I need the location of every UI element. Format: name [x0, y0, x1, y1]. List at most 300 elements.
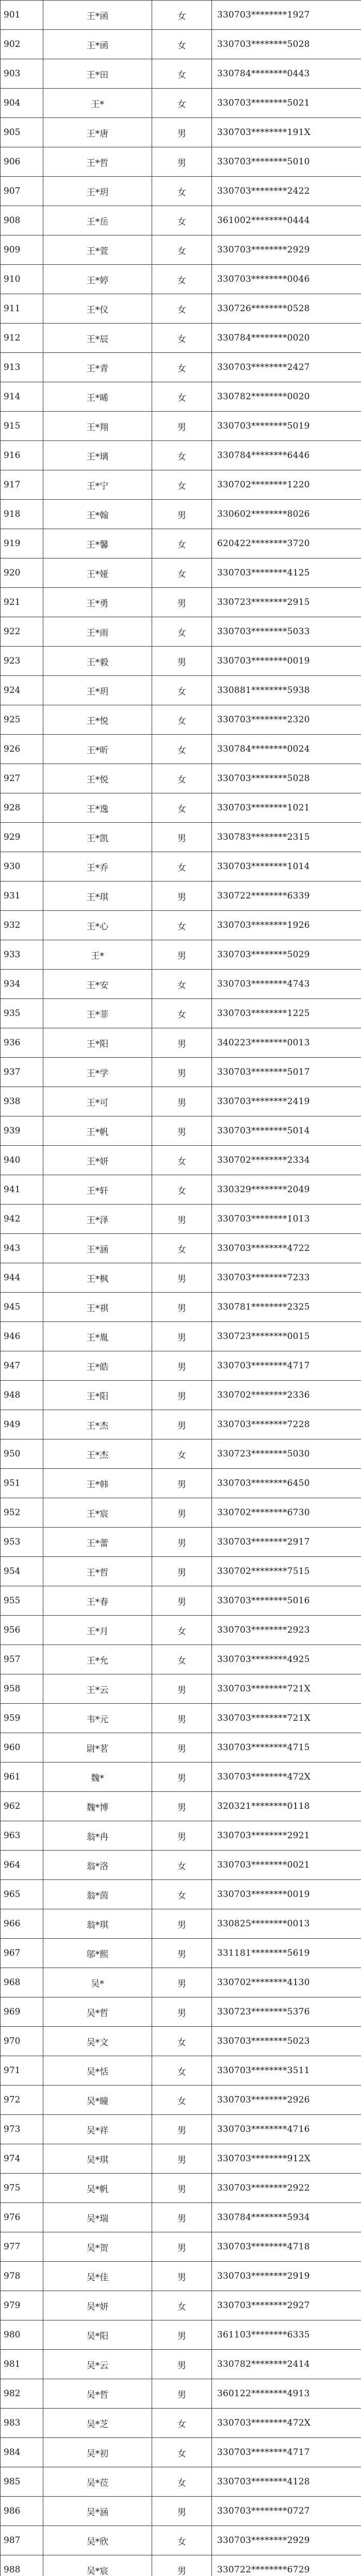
- row-number-cell: 957: [1, 1645, 43, 1674]
- gender-cell: 男: [152, 1792, 212, 1821]
- gender-cell: 男: [152, 823, 212, 852]
- table-row: [1, 2497, 361, 2526]
- table-row: [1, 1469, 361, 1498]
- table-row: [1, 2232, 361, 2262]
- gender-cell: 女: [152, 999, 212, 1028]
- table-row: [1, 970, 361, 999]
- row-number-cell: 940: [1, 1146, 43, 1175]
- id-number-cell: 330703********1013: [212, 1205, 361, 1234]
- row-number-cell: 959: [1, 1704, 43, 1733]
- name-cell: 王*可: [43, 1087, 152, 1116]
- row-number-cell: 975: [1, 2174, 43, 2203]
- table-row: [1, 1293, 361, 1322]
- row-number-cell: 931: [1, 882, 43, 911]
- table-row: [1, 1557, 361, 1586]
- table-row: [1, 588, 361, 617]
- row-number-cell: 914: [1, 382, 43, 412]
- name-cell: 王*月: [43, 1616, 152, 1645]
- id-number-cell: 330602********8026: [212, 500, 361, 529]
- gender-cell: 男: [152, 1469, 212, 1498]
- gender-cell: 女: [152, 2291, 212, 2320]
- name-cell: 王*枫: [43, 1263, 152, 1293]
- id-number-cell: 330703********2419: [212, 1087, 361, 1116]
- row-number-cell: 961: [1, 1762, 43, 1792]
- id-number-cell: 330703********1225: [212, 999, 361, 1028]
- table-row: [1, 1410, 361, 1439]
- row-number-cell: 951: [1, 1469, 43, 1498]
- row-number-cell: 978: [1, 2262, 43, 2291]
- table-row: [1, 1263, 361, 1293]
- gender-cell: 男: [152, 1205, 212, 1234]
- name-cell: 王*阳: [43, 1028, 152, 1058]
- table-row: [1, 235, 361, 265]
- table-row: [1, 2144, 361, 2174]
- row-number-cell: 972: [1, 2086, 43, 2115]
- table-row: [1, 1381, 361, 1410]
- name-cell: 吴*云: [43, 2350, 152, 2379]
- gender-cell: 女: [152, 235, 212, 265]
- name-cell: 王*翰: [43, 500, 152, 529]
- id-number-cell: 330703********5017: [212, 1058, 361, 1087]
- row-number-cell: 913: [1, 353, 43, 382]
- row-number-cell: 973: [1, 2115, 43, 2144]
- table-row: [1, 2438, 361, 2467]
- name-cell: 吴*欣: [43, 2526, 152, 2555]
- gender-cell: 男: [152, 1381, 212, 1410]
- name-cell: 王*仪: [43, 294, 152, 324]
- id-number-cell: 330703********472X: [212, 2409, 361, 2438]
- row-number-cell: 901: [1, 1, 43, 30]
- table-row: [1, 2526, 361, 2555]
- table-row: [1, 2262, 361, 2291]
- row-number-cell: 942: [1, 1205, 43, 1234]
- id-number-cell: 340223********0013: [212, 1028, 361, 1058]
- id-number-cell: 330723********2915: [212, 588, 361, 617]
- name-cell: 王*青: [43, 353, 152, 382]
- id-number-cell: 330703********2929: [212, 2526, 361, 2555]
- id-number-cell: 330703********5021: [212, 89, 361, 118]
- row-number-cell: 965: [1, 1880, 43, 1909]
- row-number-cell: 984: [1, 2438, 43, 2467]
- id-number-cell: 330723********5030: [212, 1439, 361, 1469]
- name-cell: 王*帆: [43, 1116, 152, 1146]
- id-number-cell: 330703********2427: [212, 353, 361, 382]
- id-number-cell: 330703********1021: [212, 793, 361, 823]
- name-cell: 王*心: [43, 911, 152, 940]
- row-number-cell: 988: [1, 2555, 43, 2576]
- table-row: [1, 1175, 361, 1205]
- table-row: [1, 1909, 361, 1939]
- name-cell: 王*阳: [43, 1381, 152, 1410]
- id-number-cell: 330703********4716: [212, 2115, 361, 2144]
- row-number-cell: 910: [1, 265, 43, 294]
- id-number-cell: 330703********2926: [212, 2086, 361, 2115]
- gender-cell: 男: [152, 1821, 212, 1851]
- table-row: [1, 1851, 361, 1880]
- row-number-cell: 970: [1, 2027, 43, 2056]
- id-number-cell: 330781********2325: [212, 1293, 361, 1322]
- row-number-cell: 956: [1, 1616, 43, 1645]
- gender-cell: 女: [152, 617, 212, 647]
- table-row: [1, 147, 361, 177]
- name-cell: 王*唐: [43, 118, 152, 147]
- table-row: [1, 412, 361, 441]
- id-number-cell: 330703********2923: [212, 1616, 361, 1645]
- name-cell: 吴*芝: [43, 2409, 152, 2438]
- row-number-cell: 941: [1, 1175, 43, 1205]
- gender-cell: 男: [152, 2262, 212, 2291]
- name-cell: 王*婷: [43, 265, 152, 294]
- row-number-cell: 948: [1, 1381, 43, 1410]
- gender-cell: 女: [152, 382, 212, 412]
- name-cell: 吴*妍: [43, 2291, 152, 2320]
- row-number-cell: 930: [1, 852, 43, 882]
- row-number-cell: 925: [1, 705, 43, 735]
- id-number-cell: 331181********5619: [212, 1939, 361, 1968]
- name-cell: 王*逸: [43, 793, 152, 823]
- id-number-cell: 330703********191X: [212, 118, 361, 147]
- name-cell: 王*璃: [43, 441, 152, 470]
- id-number-cell: 330702********2334: [212, 1146, 361, 1175]
- id-number-cell: 620422********3720: [212, 529, 361, 558]
- id-number-cell: 330702********7515: [212, 1557, 361, 1586]
- id-number-cell: 330784********0443: [212, 59, 361, 89]
- row-number-cell: 963: [1, 1821, 43, 1851]
- id-number-cell: 330703********2919: [212, 2262, 361, 2291]
- id-number-cell: 330702********6730: [212, 1498, 361, 1528]
- name-cell: 吴*瞳: [43, 2086, 152, 2115]
- gender-cell: 女: [152, 2467, 212, 2497]
- row-number-cell: 974: [1, 2144, 43, 2174]
- row-number-cell: 958: [1, 1674, 43, 1704]
- name-cell: 王*胤: [43, 1322, 152, 1351]
- row-number-cell: 983: [1, 2409, 43, 2438]
- id-number-cell: 330329********2049: [212, 1175, 361, 1205]
- name-cell: 王*琪: [43, 882, 152, 911]
- table-row: [1, 2379, 361, 2409]
- id-number-cell: 330703********472X: [212, 1762, 361, 1792]
- table-row: [1, 1498, 361, 1528]
- table-row: [1, 1968, 361, 1997]
- row-number-cell: 939: [1, 1116, 43, 1146]
- table-row: [1, 1322, 361, 1351]
- gender-cell: 男: [152, 2350, 212, 2379]
- id-number-cell: 330703********4717: [212, 1351, 361, 1381]
- row-number-cell: 923: [1, 647, 43, 676]
- name-cell: 王*妍: [43, 1146, 152, 1175]
- gender-cell: 女: [152, 2526, 212, 2555]
- row-number-cell: 952: [1, 1498, 43, 1528]
- table-row: [1, 1028, 361, 1058]
- name-cell: 王*乔: [43, 852, 152, 882]
- gender-cell: 女: [152, 59, 212, 89]
- table-row: [1, 1674, 361, 1704]
- table-row: [1, 617, 361, 647]
- row-number-cell: 902: [1, 30, 43, 59]
- gender-cell: 男: [152, 588, 212, 617]
- id-number-cell: 360122********4913: [212, 2379, 361, 2409]
- name-cell: 王*安: [43, 970, 152, 999]
- gender-cell: 女: [152, 470, 212, 500]
- row-number-cell: 924: [1, 676, 43, 705]
- gender-cell: 男: [152, 1058, 212, 1087]
- name-cell: 吴*哲: [43, 2379, 152, 2409]
- gender-cell: 女: [152, 676, 212, 705]
- name-cell: 吴*帆: [43, 2174, 152, 2203]
- name-cell: 王*萱: [43, 235, 152, 265]
- id-number-cell: 330703********2422: [212, 177, 361, 206]
- id-number-cell: 330722********6729: [212, 2555, 361, 2576]
- row-number-cell: 943: [1, 1234, 43, 1263]
- gender-cell: 男: [152, 1704, 212, 1733]
- gender-cell: 男: [152, 2144, 212, 2174]
- gender-cell: 男: [152, 1909, 212, 1939]
- table-row: [1, 353, 361, 382]
- name-cell: 王*悦: [43, 764, 152, 793]
- id-number-cell: 330703********2917: [212, 1528, 361, 1557]
- row-number-cell: 987: [1, 2526, 43, 2555]
- id-number-cell: 330825********0013: [212, 1909, 361, 1939]
- gender-cell: 男: [152, 940, 212, 970]
- row-number-cell: 982: [1, 2379, 43, 2409]
- row-number-cell: 912: [1, 324, 43, 353]
- id-number-cell: 330703********5028: [212, 30, 361, 59]
- name-cell: 王*: [43, 89, 152, 118]
- id-number-cell: 330703********1926: [212, 911, 361, 940]
- gender-cell: 女: [152, 177, 212, 206]
- table-row: [1, 999, 361, 1028]
- row-number-cell: 921: [1, 588, 43, 617]
- table-row: [1, 1439, 361, 1469]
- name-cell: 王*函: [43, 30, 152, 59]
- table-row: [1, 1792, 361, 1821]
- row-number-cell: 967: [1, 1939, 43, 1968]
- roster-body: [1, 1, 361, 2576]
- table-row: [1, 324, 361, 353]
- gender-cell: 女: [152, 793, 212, 823]
- row-number-cell: 922: [1, 617, 43, 647]
- gender-cell: 女: [152, 2027, 212, 2056]
- name-cell: 王*涵: [43, 1234, 152, 1263]
- id-number-cell: 330703********0019: [212, 1880, 361, 1909]
- gender-cell: 男: [152, 1528, 212, 1557]
- row-number-cell: 908: [1, 206, 43, 235]
- gender-cell: 男: [152, 1762, 212, 1792]
- table-row: [1, 852, 361, 882]
- name-cell: 王*翔: [43, 412, 152, 441]
- gender-cell: 女: [152, 970, 212, 999]
- table-row: [1, 2555, 361, 2576]
- name-cell: 吴*莅: [43, 2467, 152, 2497]
- gender-cell: 男: [152, 2320, 212, 2350]
- table-row: [1, 1116, 361, 1146]
- name-cell: 吴*恬: [43, 2056, 152, 2086]
- name-cell: 王*蕾: [43, 1528, 152, 1557]
- table-row: [1, 1821, 361, 1851]
- table-row: [1, 2027, 361, 2056]
- gender-cell: 女: [152, 1146, 212, 1175]
- id-number-cell: 320321********0118: [212, 1792, 361, 1821]
- gender-cell: 男: [152, 1028, 212, 1058]
- gender-cell: 女: [152, 441, 212, 470]
- row-number-cell: 968: [1, 1968, 43, 1997]
- id-number-cell: 330703********6450: [212, 1469, 361, 1498]
- table-row: [1, 647, 361, 676]
- name-cell: 翁*冉: [43, 1821, 152, 1851]
- table-row: [1, 1733, 361, 1762]
- gender-cell: 男: [152, 2379, 212, 2409]
- row-number-cell: 954: [1, 1557, 43, 1586]
- id-number-cell: 330703********721X: [212, 1704, 361, 1733]
- gender-cell: 男: [152, 1674, 212, 1704]
- name-cell: 王*皓: [43, 1351, 152, 1381]
- row-number-cell: 985: [1, 2467, 43, 2497]
- name-cell: 翁*洛: [43, 1851, 152, 1880]
- id-number-cell: 330703********4125: [212, 558, 361, 588]
- table-row: [1, 735, 361, 764]
- table-row: [1, 529, 361, 558]
- gender-cell: 女: [152, 1175, 212, 1205]
- table-row: [1, 764, 361, 793]
- table-row: [1, 294, 361, 324]
- id-number-cell: 330703********4128: [212, 2467, 361, 2497]
- table-row: [1, 1528, 361, 1557]
- table-row: [1, 265, 361, 294]
- name-cell: 王*晞: [43, 382, 152, 412]
- id-number-cell: 330703********2922: [212, 2174, 361, 2203]
- id-number-cell: 330703********912X: [212, 2144, 361, 2174]
- gender-cell: 女: [152, 911, 212, 940]
- name-cell: 王*雨: [43, 617, 152, 647]
- id-number-cell: 330723********0015: [212, 1322, 361, 1351]
- gender-cell: 男: [152, 1322, 212, 1351]
- table-row: [1, 118, 361, 147]
- gender-cell: 女: [152, 705, 212, 735]
- table-row: [1, 2409, 361, 2438]
- table-row: [1, 2115, 361, 2144]
- name-cell: 翁*茵: [43, 1880, 152, 1909]
- table-row: [1, 2203, 361, 2232]
- gender-cell: 男: [152, 1557, 212, 1586]
- row-number-cell: 979: [1, 2291, 43, 2320]
- row-number-cell: 904: [1, 89, 43, 118]
- gender-cell: 男: [152, 1263, 212, 1293]
- gender-cell: 女: [152, 2056, 212, 2086]
- row-number-cell: 909: [1, 235, 43, 265]
- row-number-cell: 945: [1, 1293, 43, 1322]
- gender-cell: 男: [152, 118, 212, 147]
- table-row: [1, 89, 361, 118]
- name-cell: 吴*瑞: [43, 2203, 152, 2232]
- id-number-cell: 330783********2315: [212, 823, 361, 852]
- row-number-cell: 905: [1, 118, 43, 147]
- table-row: [1, 1, 361, 30]
- name-cell: 吴*贺: [43, 2232, 152, 2262]
- table-row: [1, 206, 361, 235]
- table-row: [1, 676, 361, 705]
- table-row: [1, 1586, 361, 1616]
- gender-cell: 男: [152, 1968, 212, 1997]
- id-number-cell: 330784********0024: [212, 735, 361, 764]
- id-number-cell: 330703********2929: [212, 235, 361, 265]
- row-number-cell: 936: [1, 1028, 43, 1058]
- table-row: [1, 382, 361, 412]
- name-cell: 王*凯: [43, 823, 152, 852]
- id-number-cell: 330784********6446: [212, 441, 361, 470]
- row-number-cell: 927: [1, 764, 43, 793]
- name-cell: 吴*祥: [43, 2115, 152, 2144]
- id-number-cell: 330726********0528: [212, 294, 361, 324]
- table-row: [1, 558, 361, 588]
- name-cell: 王*毅: [43, 647, 152, 676]
- row-number-cell: 934: [1, 970, 43, 999]
- gender-cell: 女: [152, 294, 212, 324]
- row-number-cell: 933: [1, 940, 43, 970]
- table-row: [1, 940, 361, 970]
- name-cell: 王*辰: [43, 324, 152, 353]
- row-number-cell: 918: [1, 500, 43, 529]
- id-number-cell: 330703********2921: [212, 1821, 361, 1851]
- id-number-cell: 330723********5376: [212, 1997, 361, 2027]
- gender-cell: 女: [152, 206, 212, 235]
- row-number-cell: 949: [1, 1410, 43, 1439]
- row-number-cell: 964: [1, 1851, 43, 1880]
- id-number-cell: 330702********1220: [212, 470, 361, 500]
- row-number-cell: 907: [1, 177, 43, 206]
- row-number-cell: 938: [1, 1087, 43, 1116]
- id-number-cell: 330703********5019: [212, 412, 361, 441]
- gender-cell: 女: [152, 558, 212, 588]
- gender-cell: 女: [152, 324, 212, 353]
- name-cell: 王*馨: [43, 529, 152, 558]
- gender-cell: 男: [152, 2203, 212, 2232]
- row-number-cell: 947: [1, 1351, 43, 1381]
- table-row: [1, 823, 361, 852]
- gender-cell: 女: [152, 1439, 212, 1469]
- row-number-cell: 976: [1, 2203, 43, 2232]
- name-cell: 尉*茗: [43, 1733, 152, 1762]
- gender-cell: 女: [152, 529, 212, 558]
- name-cell: 王*学: [43, 1058, 152, 1087]
- id-number-cell: 330703********2927: [212, 2291, 361, 2320]
- id-number-cell: 330703********5028: [212, 764, 361, 793]
- id-number-cell: 330703********5033: [212, 617, 361, 647]
- row-number-cell: 928: [1, 793, 43, 823]
- name-cell: 吴*文: [43, 2027, 152, 2056]
- id-number-cell: 330703********4722: [212, 1234, 361, 1263]
- name-cell: 吴*哲: [43, 1997, 152, 2027]
- gender-cell: 女: [152, 353, 212, 382]
- name-cell: 吴*初: [43, 2438, 152, 2467]
- gender-cell: 男: [152, 2555, 212, 2576]
- table-row: [1, 441, 361, 470]
- name-cell: 王*宁: [43, 470, 152, 500]
- id-number-cell: 330703********7228: [212, 1410, 361, 1439]
- row-number-cell: 915: [1, 412, 43, 441]
- row-number-cell: 944: [1, 1263, 43, 1293]
- id-number-cell: 330703********4718: [212, 2232, 361, 2262]
- name-cell: 王*玥: [43, 177, 152, 206]
- id-number-cell: 330703********3511: [212, 2056, 361, 2086]
- gender-cell: 男: [152, 1733, 212, 1762]
- table-row: [1, 2350, 361, 2379]
- name-cell: 王*勇: [43, 588, 152, 617]
- row-number-cell: 980: [1, 2320, 43, 2350]
- table-row: [1, 1351, 361, 1381]
- name-cell: 王*哲: [43, 1557, 152, 1586]
- table-row: [1, 1234, 361, 1263]
- row-number-cell: 971: [1, 2056, 43, 2086]
